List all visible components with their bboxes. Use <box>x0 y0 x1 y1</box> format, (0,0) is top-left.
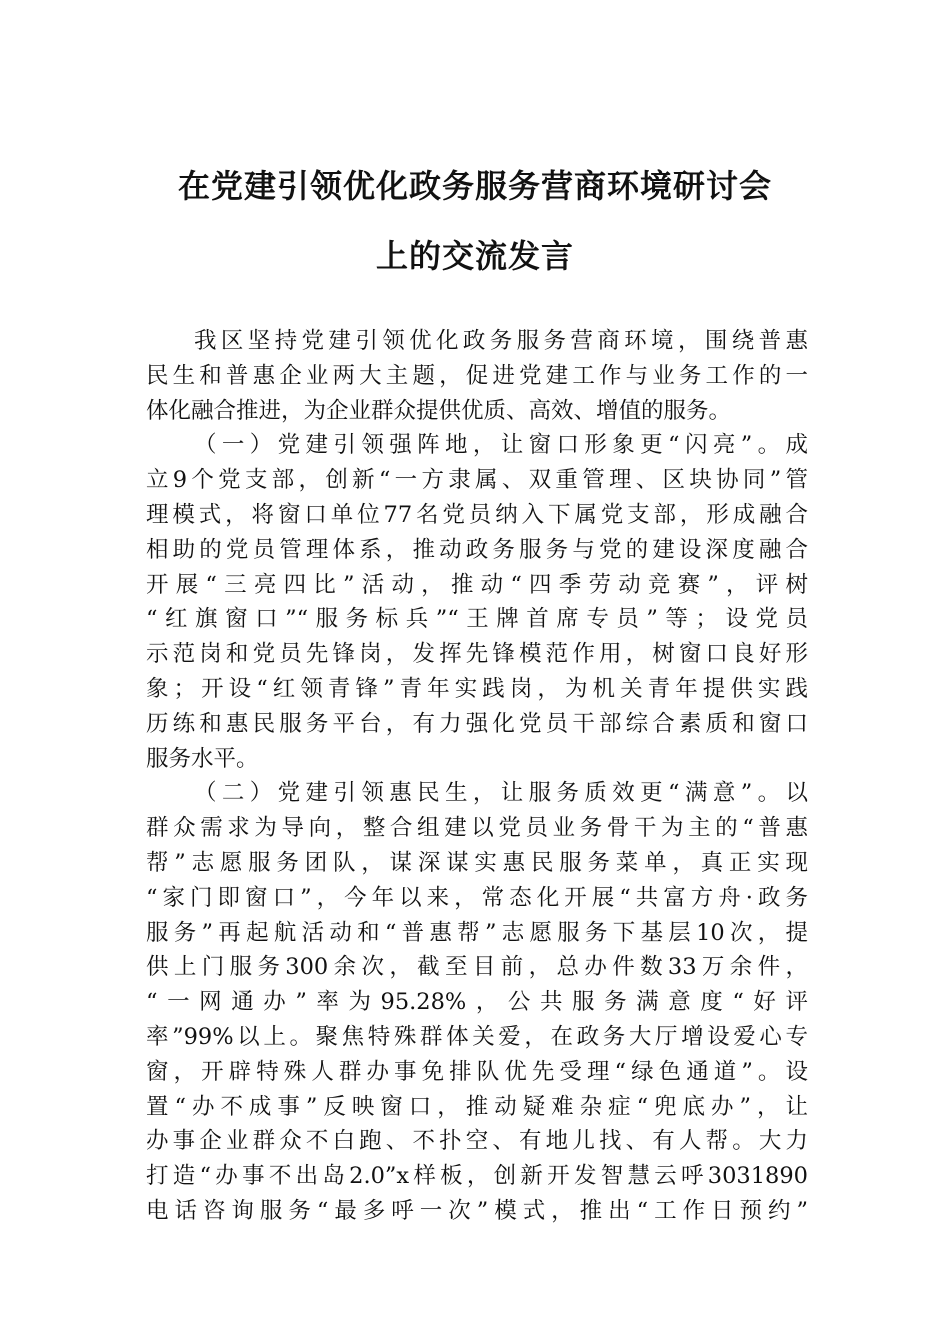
body-line: 理模式，将窗口单位77名党员纳入下属党支部，形成融合 <box>146 501 808 528</box>
body-line: 开展“三亮四比”活动，推动“四季劳动竞赛”，评树 <box>146 571 808 598</box>
body-line: 电话咨询服务“最多呼一次”模式，推出“工作日预约” <box>146 1197 808 1224</box>
body-line: 率”99%以上。聚焦特殊群体关爱，在政务大厅增设爱心专 <box>146 1023 808 1050</box>
body-line: 示范岗和党员先锋岗，发挥先锋模范作用，树窗口良好形 <box>146 641 808 668</box>
body-line: 服务”再起航活动和“普惠帮”志愿服务下基层10次，提 <box>146 919 808 946</box>
body-line: 我区坚持党建引领优化政务服务营商环境，围绕普惠 <box>194 328 808 354</box>
document-title-line-2: 上的交流发言 <box>375 237 574 275</box>
body-line: 办事企业群众不白跑、不扑空、有地儿找、有人帮。大力 <box>146 1128 808 1155</box>
body-line: “一网通办”率为95.28%，公共服务满意度“好评 <box>146 989 808 1016</box>
body-line: （一）党建引领强阵地，让窗口形象更“闪亮”。成 <box>194 432 808 459</box>
body-line: 打造“办事不出岛2.0”x样板，创新开发智慧云呼3031890 <box>146 1163 808 1190</box>
document-body <box>146 324 808 1229</box>
body-line: 历练和惠民服务平台，有力强化党员干部综合素质和窗口 <box>146 710 808 737</box>
body-line: 置“办不成事”反映窗口，推动疑难杂症“兜底办”，让 <box>146 1093 808 1120</box>
body-line: 群众需求为导向，整合组建以党员业务骨干为主的“普惠 <box>146 815 808 842</box>
body-line: 相助的党员管理体系，推动政务服务与党的建设深度融合 <box>146 536 808 563</box>
body-line: 立9个党支部，创新“一方隶属、双重管理、区块协同”管 <box>146 467 808 494</box>
body-line: （二）党建引领惠民生，让服务质效更“满意”。以 <box>194 780 808 807</box>
body-line: 窗，开辟特殊人群办事免排队优先受理“绿色通道”。设 <box>146 1058 808 1085</box>
body-line: 民生和普惠企业两大主题，促进党建工作与业务工作的一 <box>146 362 808 389</box>
body-line: 供上门服务300余次，截至目前，总办件数33万余件， <box>146 954 808 981</box>
document-title-line-1: 在党建引领优化政务服务营商环境研讨会 <box>177 167 772 205</box>
body-line: 服务水平。 <box>146 745 259 772</box>
body-line: “家门即窗口”，今年以来，常态化开展“共富方舟·政务 <box>146 884 808 911</box>
body-line: 象；开设“红领青锋”青年实践岗，为机关青年提供实践 <box>146 675 808 702</box>
body-line: “红旗窗口”“服务标兵”“王牌首席专员”等；设党员 <box>146 606 808 633</box>
body-line: 体化融合推进，为企业群众提供优质、高效、增值的服务。 <box>146 397 732 424</box>
body-line: 帮”志愿服务团队，谋深谋实惠民服务菜单，真正实现 <box>146 849 808 876</box>
